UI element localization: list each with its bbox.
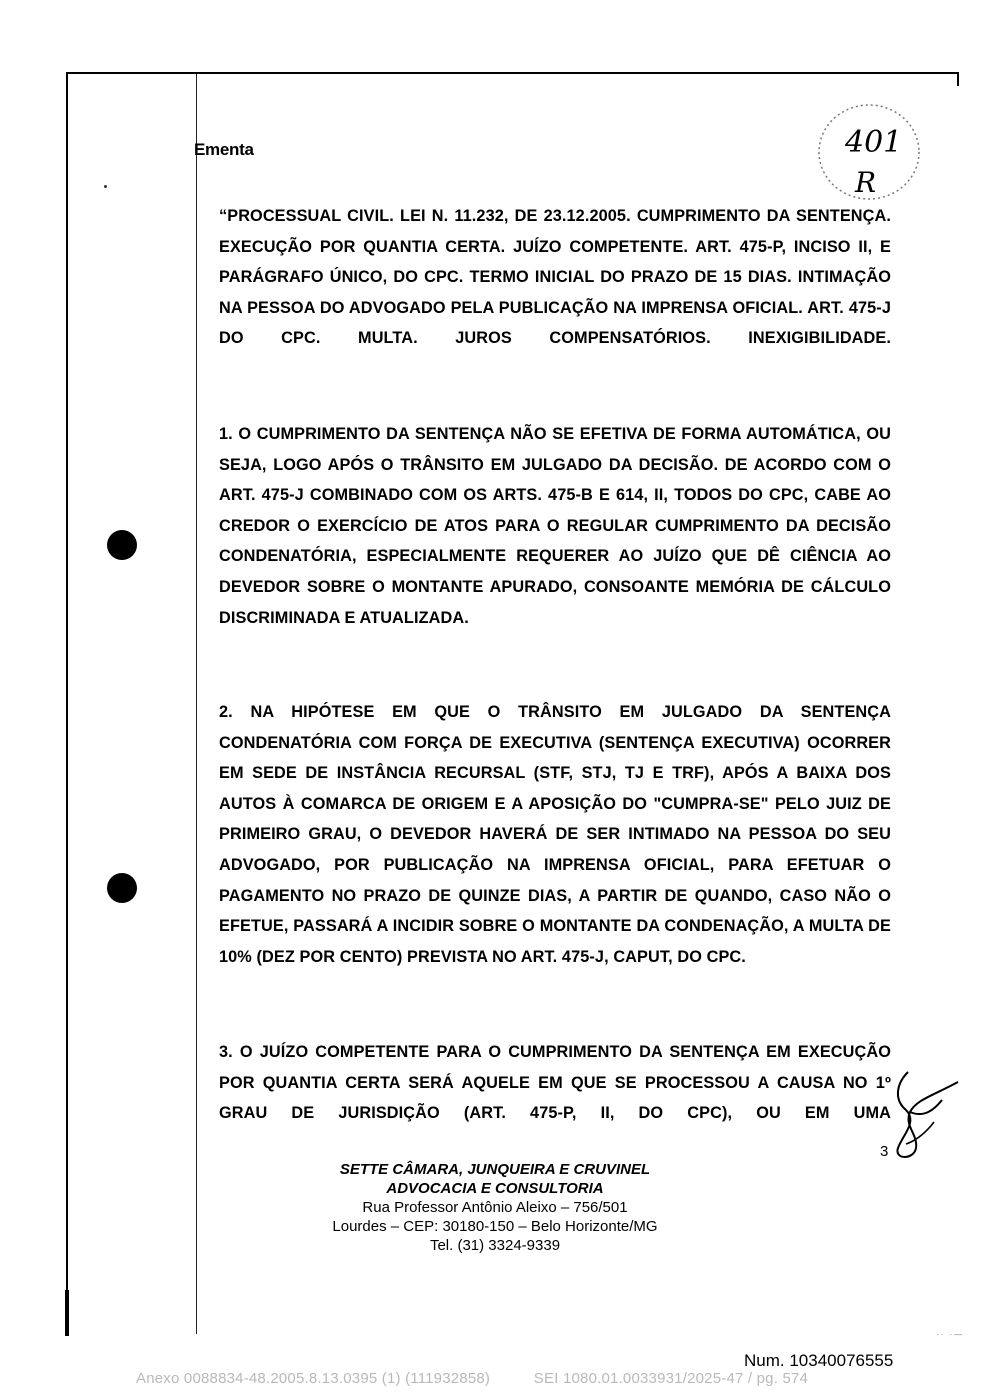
firm-subtitle: ADVOCACIA E CONSULTORIA	[386, 1180, 604, 1197]
scan-marks: ·· ·—	[936, 1330, 965, 1339]
document-number: Num. 10340076555	[744, 1351, 894, 1370]
punch-hole-upper	[107, 530, 137, 560]
item-3-paragraph: 3. O JUÍZO COMPETENTE PARA O CUMPRIMENTO DA SENTENÇA EM EXECUÇÃO POR QUANTIA CERTA SERÁ AQUELE EM QUE SE PROCESSOU A CAUSA NO 1º GRAU DE JURISDIÇÃO (ART. 475-P, II, DO CPC), OU EM UMA	[219, 1043, 891, 1123]
scan-speck	[104, 185, 107, 188]
stamp-number: 401	[845, 125, 903, 160]
ementa-paragraph: “PROCESSUAL CIVIL. LEI N. 11.232, DE 23.12.2005. CUMPRIMENTO DA SENTENÇA. EXECUÇÃO POR QUANTIA CERTA. JUÍZO COMPETENTE. ART. 475-P, INCISO II, E PARÁGRAFO ÚNICO, DO CPC. TERMO INICIAL DO PRAZO DE 15 DIAS. INTIMAÇÃO NA PESSOA DO ADVOGADO PELA PUBLICAÇÃO NA IMPRENSA OFICIAL. ART. 475-J DO CPC. MULTA. JUROS COMPENSATÓRIOS. INEXIGIBILIDADE.	[219, 207, 891, 348]
page-number: 3	[880, 1143, 889, 1160]
footer-firm	[300, 1160, 690, 1198]
frame-top-border	[66, 72, 959, 74]
page-stamp	[815, 100, 925, 205]
item-2-paragraph: 2. NA HIPÓTESE EM QUE O TRÂNSITO EM JULGADO DA SENTENÇA CONDENATÓRIA COM FORÇA DE EXECUTIVA (SENTENÇA EXECUTIVA) OCORRER EM SEDE DE INSTÂNCIA RECURSAL (STF, STJ, TJ E TRF), APÓS A BAIXA DOS AUTOS À COMARCA DE ORIGEM E A APOSIÇÃO DO "CUMPRA-SE" PELO JUIZ DE PRIMEIRO GRAU, O DEVEDOR HAVERÁ DE SER INTIMADO NA PESSOA DO SEU ADVOGADO, POR PUBLICAÇÃO NA IMPRENSA OFICIAL, PARA EFETUAR O PAGAMENTO NO PRAZO DE QUINZE DIAS, A PARTIR DE QUANDO, CASO NÃO O EFETUE, PASSARÁ A INCIDIR SOBRE O MONTANTE DA CONDENAÇÃO, A MULTA DE 10% (DEZ POR CENTO) PREVISTA NO ART. 475-J, CAPUT, DO CPC.	[219, 703, 891, 966]
stamp-initial: R	[855, 166, 877, 199]
firm-name: SETTE CÂMARA, JUNQUEIRA E CRUVINEL	[339, 1161, 651, 1178]
punch-hole-lower	[107, 873, 137, 903]
annex-reference: Anexo 0088834-48.2005.8.13.0395 (1) (111932858) SEI 1080.01.0033931/2025-47 / pg. 574	[136, 1370, 809, 1387]
frame-left-border	[66, 72, 68, 1334]
item-1-paragraph: 1. O CUMPRIMENTO DA SENTENÇA NÃO SE EFETIVA DE FORMA AUTOMÁTICA, OU SEJA, LOGO APÓS O TRÂNSITO EM JULGADO DA DECISÃO. DE ACORDO COM O ART. 475-J COMBINADO COM OS ARTS. 475-B E 614, II, TODOS DO CPC, CABE AO CREDOR O EXERCÍCIO DE ATOS PARA O REGULAR CUMPRIMENTO DA DECISÃO CONDENATÓRIA, ESPECIALMENTE REQUERER AO JUÍZO QUE DÊ CIÊNCIA AO DEVEDOR SOBRE O MONTANTE APURADO, CONSOANTE MEMÓRIA DE CÁLCULO DISCRIMINADA E ATUALIZADA.	[219, 425, 891, 627]
frame-corner-tick	[957, 72, 959, 86]
address-street: Rua Professor Antônio Aleixo – 756/501	[362, 1199, 628, 1216]
margin-line	[196, 74, 197, 1334]
footer-address	[300, 1198, 690, 1255]
address-city: Lourdes – CEP: 30180-150 – Belo Horizonte/MG	[332, 1218, 658, 1235]
section-heading: Ementa	[194, 140, 254, 159]
address-phone: Tel. (31) 3324-9339	[429, 1237, 561, 1254]
frame-left-border-thick	[65, 1290, 69, 1336]
handwritten-signature	[888, 1070, 968, 1162]
